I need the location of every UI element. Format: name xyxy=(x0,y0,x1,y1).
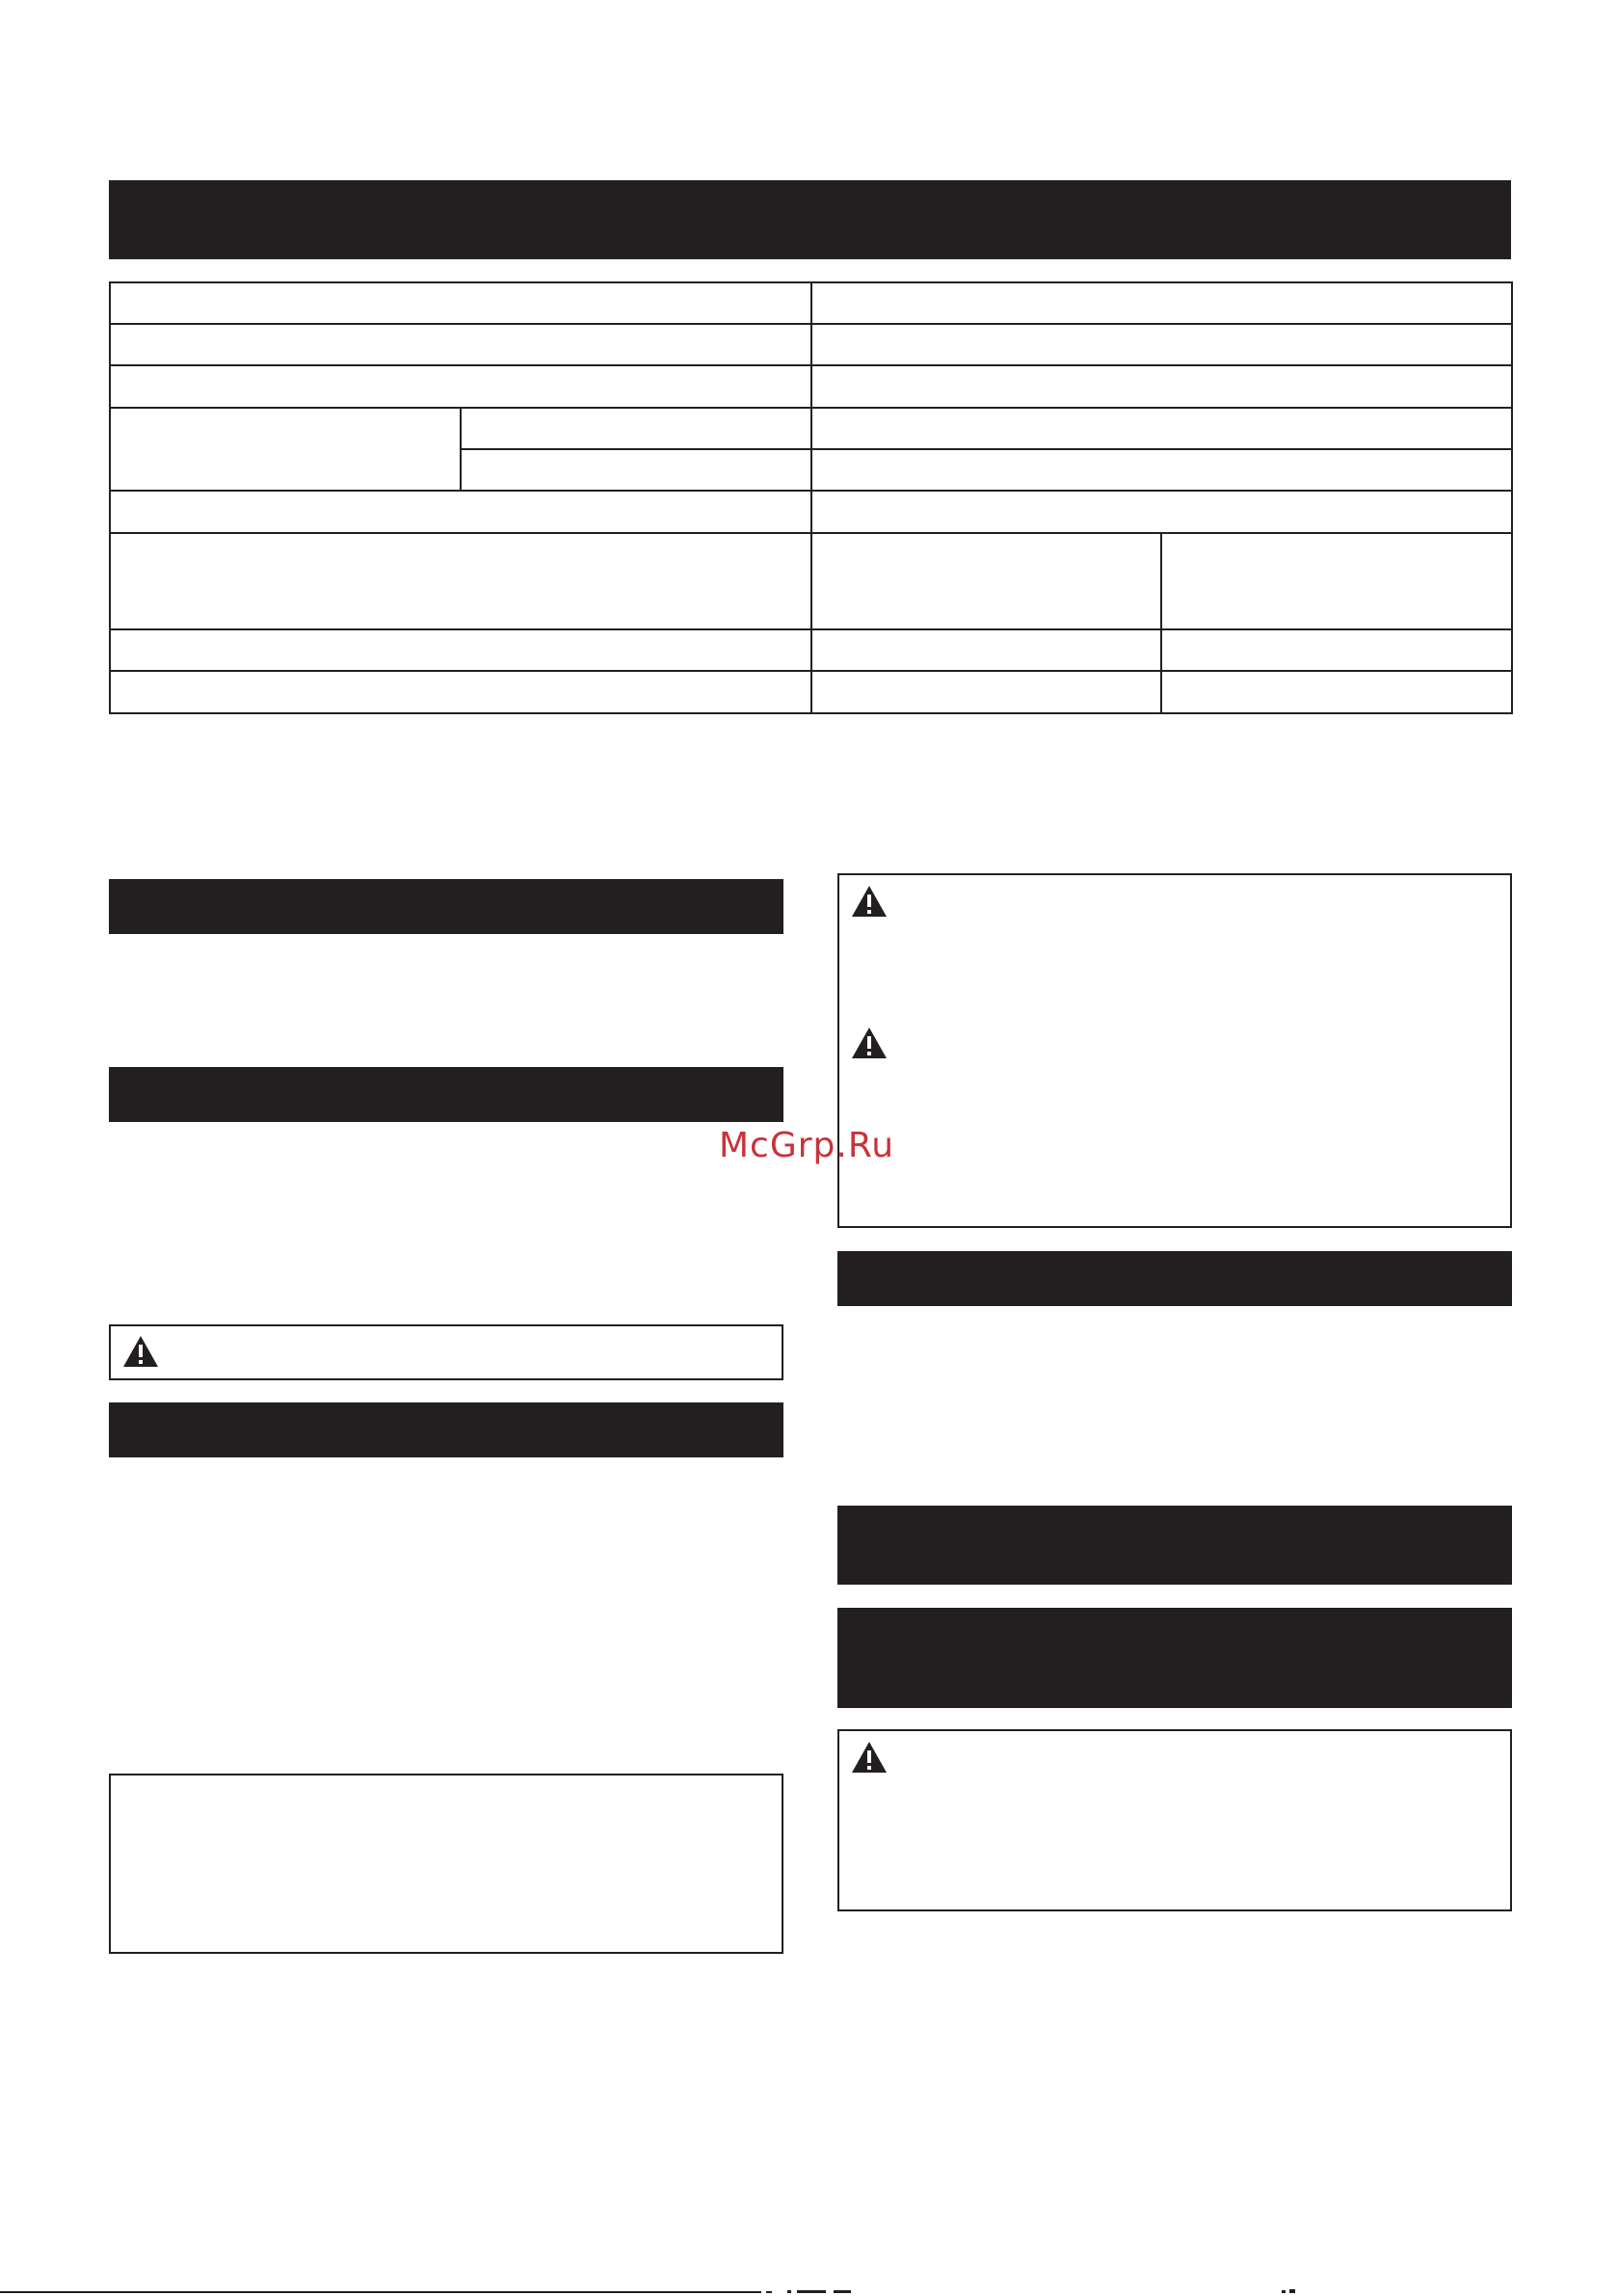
section-header-bar xyxy=(109,1067,783,1122)
table-cell xyxy=(811,282,1512,324)
table-row xyxy=(110,324,1512,365)
table-cell xyxy=(110,671,811,713)
table-row xyxy=(110,491,1512,533)
section-header-bar xyxy=(837,1251,1512,1306)
table-cell xyxy=(110,629,811,671)
table-cell xyxy=(811,365,1512,407)
watermark: McGrp.Ru xyxy=(719,1126,895,1165)
table-cell xyxy=(811,491,1512,533)
warning-triangle-icon xyxy=(851,1741,888,1774)
table-row xyxy=(110,282,1512,324)
table-cell xyxy=(811,629,1161,671)
table-cell xyxy=(811,324,1512,365)
table-cell xyxy=(1161,671,1512,713)
warning-triangle-icon xyxy=(122,1335,159,1368)
table-row xyxy=(110,365,1512,407)
caution-box xyxy=(109,1324,783,1380)
specifications-table xyxy=(109,281,1513,714)
table-row xyxy=(110,671,1512,713)
table-cell xyxy=(110,533,811,628)
table-cell xyxy=(811,408,1512,449)
section-header-bar xyxy=(837,1608,1512,1708)
footer-marks xyxy=(766,2288,1306,2294)
table-cell xyxy=(461,408,811,449)
section-header-bar xyxy=(109,1402,783,1457)
table-cell xyxy=(110,324,811,365)
warning-box xyxy=(837,1729,1512,1911)
section-header-bar xyxy=(837,1506,1512,1585)
table-row xyxy=(110,533,1512,628)
table-cell xyxy=(110,491,811,533)
warning-box xyxy=(837,873,1512,1228)
warning-triangle-icon xyxy=(851,1027,888,1059)
table-cell xyxy=(811,449,1512,491)
footer-rule xyxy=(0,2291,761,2293)
table-cell xyxy=(811,533,1161,628)
table-cell xyxy=(110,408,461,491)
table-row xyxy=(110,629,1512,671)
table-row xyxy=(110,408,1512,449)
specifications-header-bar xyxy=(109,180,1511,259)
table-cell xyxy=(461,449,811,491)
warning-triangle-icon xyxy=(851,885,888,918)
table-cell xyxy=(110,282,811,324)
table-cell xyxy=(1161,629,1512,671)
table-cell xyxy=(811,671,1161,713)
table-cell xyxy=(110,365,811,407)
section-header-bar xyxy=(109,879,783,934)
note-box xyxy=(109,1774,783,1954)
table-cell xyxy=(1161,533,1512,628)
